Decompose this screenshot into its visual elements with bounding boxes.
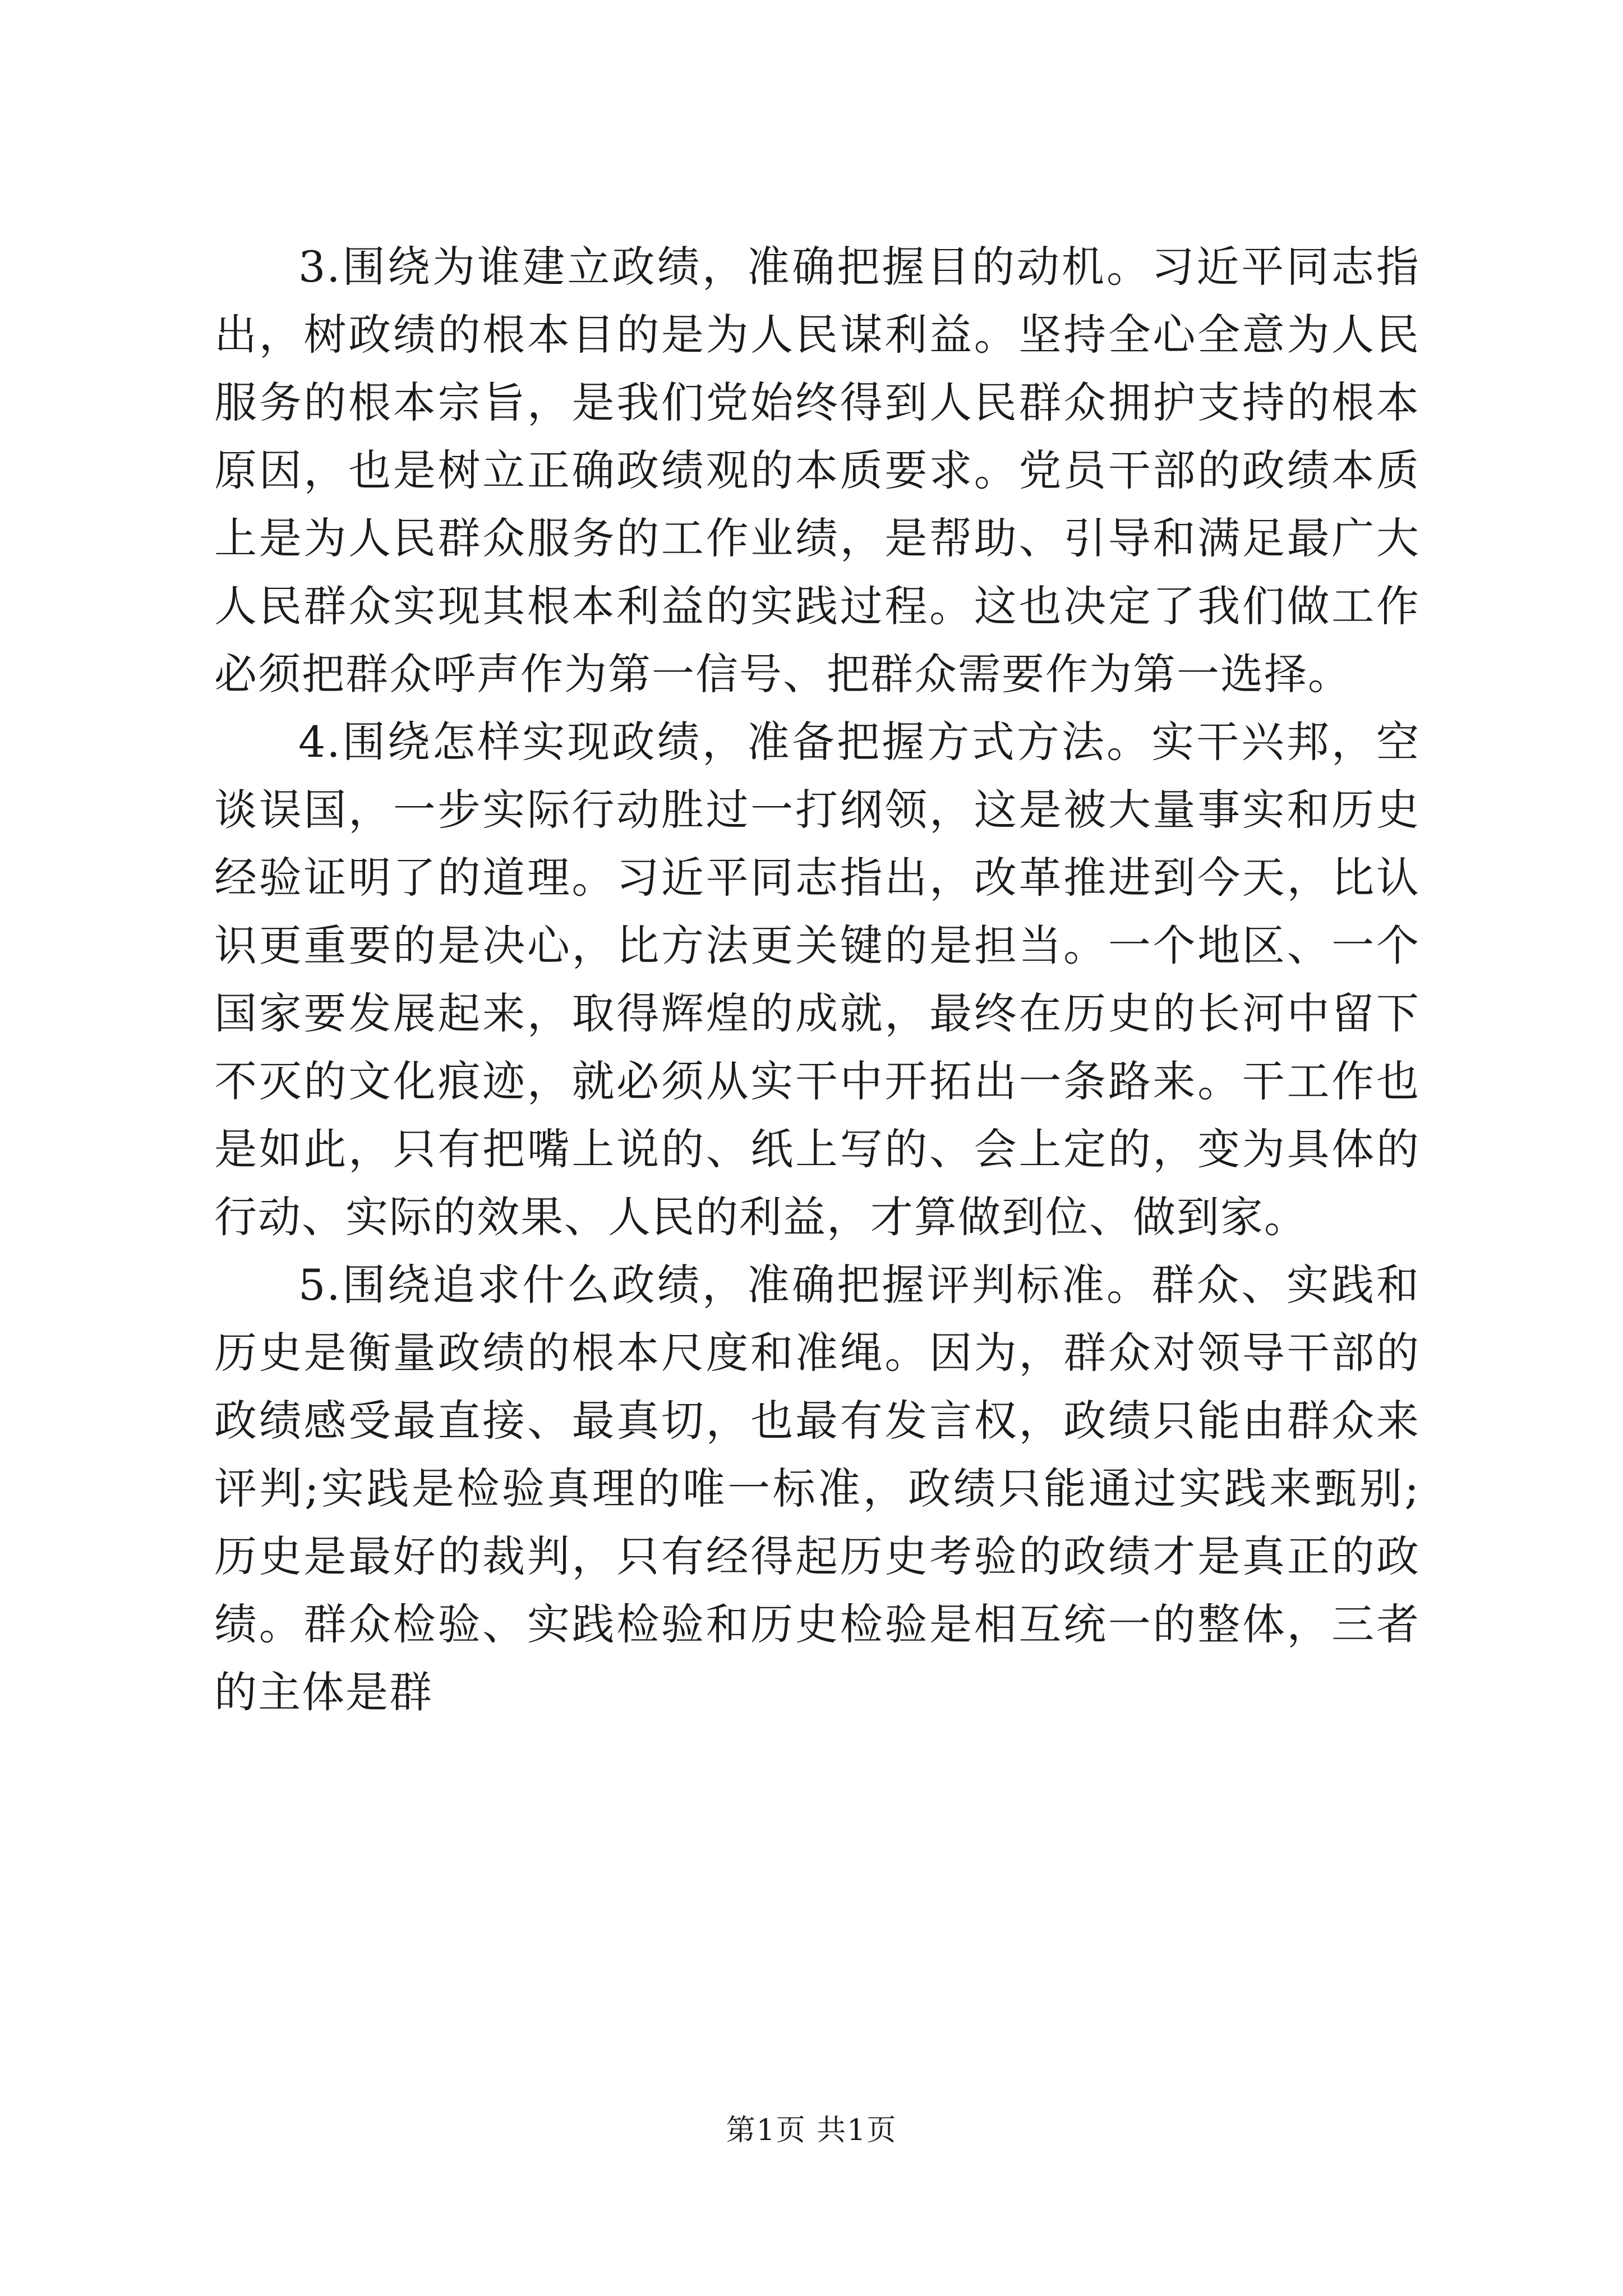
paragraph-5: 5.围绕追求什么政绩，准确把握评判标准。群众、实践和历史是衡量政绩的根本尺度和准绳。因为，群众对领导干部的政绩感受最直接、最真切，也最有发言权，政绩只能由群众来评判;实践是检验真理的唯一标准，政绩只能通过实践来甄别;历史是最好的裁判，只有经得起历史考验的政绩才是真正的政绩。群众检验、实践检验和历史检验是相互统一的整体，三者的主体是群 [214, 1260, 1420, 1717]
paragraph-4: 4.围绕怎样实现政绩，准备把握方式方法。实干兴邦，空谈误国，一步实际行动胜过一打纲领，这是被大量事实和历史经验证明了的道理。习近平同志指出，改革推进到今天，比认识更重要的是决心，比方法更关键的是担当。一个地区、一个国家要发展起来，取得辉煌的成就，最终在历史的长河中留下不灭的文化痕迹，就必须从实干中开拓出一条路来。干工作也是如此，只有把嘴上说的、纸上写的、会上定的，变为具体的行动、实际的效果、人民的利益，才算做到位、做到家。 [214, 717, 1420, 1242]
document-body [214, 233, 1420, 1726]
page-footer: 第1页 共1页 [726, 2114, 897, 2147]
paragraph-3: 3.围绕为谁建立政绩，准确把握目的动机。习近平同志指出，树政绩的根本目的是为人民谋利益。坚持全心全意为人民服务的根本宗旨，是我们党始终得到人民群众拥护支持的根本原因，也是树立正确政绩观的本质要求。党员干部的政绩本质上是为人民群众服务的工作业绩，是帮助、引导和满足最广大人民群众实现其根本利益的实践过程。这也决定了我们做工作必须把群众呼声作为第一信号、把群众需要作为第一选择。 [214, 242, 1420, 699]
